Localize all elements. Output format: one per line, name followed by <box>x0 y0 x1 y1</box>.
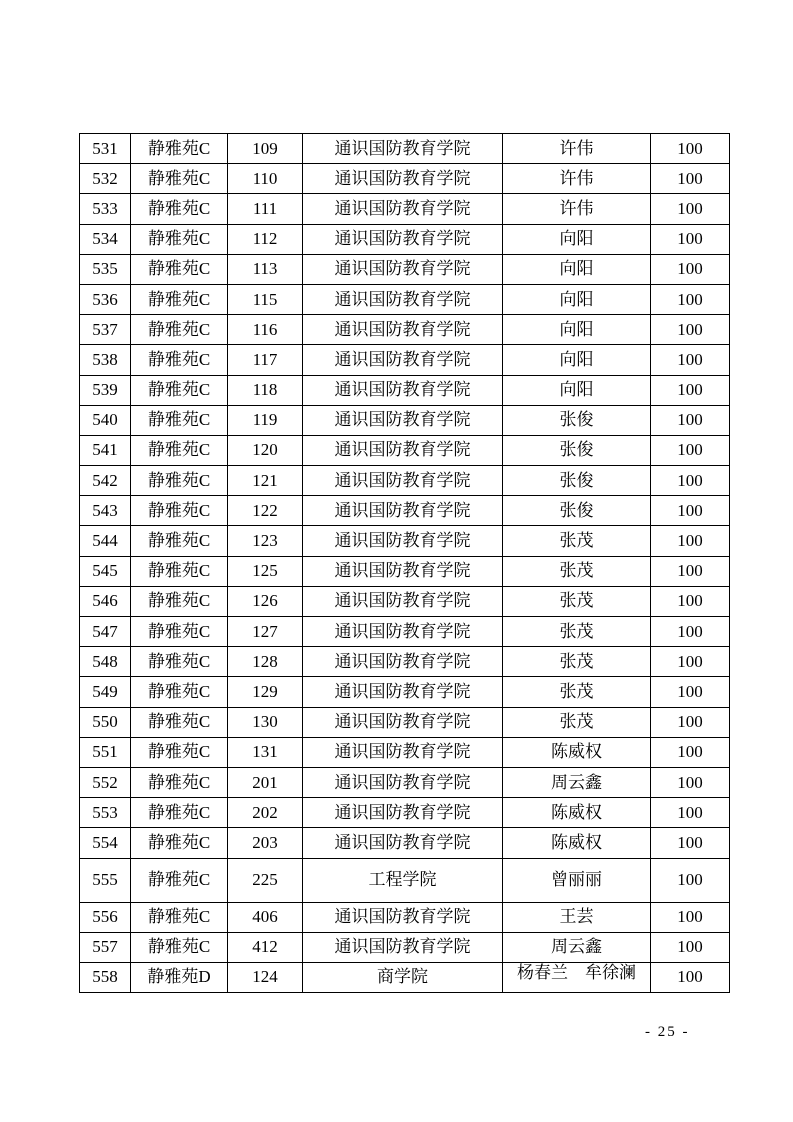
room-number-cell: 225 <box>228 858 303 902</box>
score-cell: 100 <box>651 254 730 284</box>
person-cell: 许伟 <box>503 164 651 194</box>
building-cell: 静雅苑C <box>131 466 228 496</box>
score-cell: 100 <box>651 224 730 254</box>
table-row <box>80 315 730 345</box>
score-cell: 100 <box>651 617 730 647</box>
building-cell: 静雅苑C <box>131 345 228 375</box>
college-cell: 通识国防教育学院 <box>303 345 503 375</box>
row-number-cell: 549 <box>80 677 131 707</box>
table-row <box>80 677 730 707</box>
college-cell: 通识国防教育学院 <box>303 466 503 496</box>
person-cell: 王芸 <box>503 902 651 932</box>
college-cell: 通识国防教育学院 <box>303 828 503 858</box>
table-row <box>80 647 730 677</box>
building-cell: 静雅苑C <box>131 767 228 797</box>
person-cell: 张俊 <box>503 435 651 465</box>
college-cell: 通识国防教育学院 <box>303 707 503 737</box>
score-cell: 100 <box>651 466 730 496</box>
row-number-cell: 542 <box>80 466 131 496</box>
room-number-cell: 113 <box>228 254 303 284</box>
college-cell: 通识国防教育学院 <box>303 315 503 345</box>
college-cell: 通识国防教育学院 <box>303 798 503 828</box>
row-number-cell: 558 <box>80 962 131 992</box>
score-cell: 100 <box>651 858 730 902</box>
score-cell: 100 <box>651 828 730 858</box>
table-row <box>80 466 730 496</box>
row-number-cell: 554 <box>80 828 131 858</box>
table-row <box>80 435 730 465</box>
building-cell: 静雅苑D <box>131 962 228 992</box>
college-cell: 通识国防教育学院 <box>303 526 503 556</box>
page-number: - 25 - <box>645 1024 690 1040</box>
room-number-cell: 203 <box>228 828 303 858</box>
building-cell: 静雅苑C <box>131 435 228 465</box>
score-cell: 100 <box>651 284 730 314</box>
college-cell: 通识国防教育学院 <box>303 194 503 224</box>
person-cell: 陈威权 <box>503 798 651 828</box>
row-number-cell: 535 <box>80 254 131 284</box>
room-number-cell: 201 <box>228 767 303 797</box>
row-number-cell: 550 <box>80 707 131 737</box>
room-number-cell: 128 <box>228 647 303 677</box>
table-row <box>80 254 730 284</box>
row-number-cell: 545 <box>80 556 131 586</box>
building-cell: 静雅苑C <box>131 496 228 526</box>
row-number-cell: 536 <box>80 284 131 314</box>
building-cell: 静雅苑C <box>131 677 228 707</box>
row-number-cell: 556 <box>80 902 131 932</box>
building-cell: 静雅苑C <box>131 284 228 314</box>
person-cell: 向阳 <box>503 224 651 254</box>
building-cell: 静雅苑C <box>131 586 228 616</box>
building-cell: 静雅苑C <box>131 737 228 767</box>
college-cell: 通识国防教育学院 <box>303 902 503 932</box>
score-cell: 100 <box>651 194 730 224</box>
row-number-cell: 551 <box>80 737 131 767</box>
room-number-cell: 118 <box>228 375 303 405</box>
building-cell: 静雅苑C <box>131 224 228 254</box>
building-cell: 静雅苑C <box>131 798 228 828</box>
room-number-cell: 406 <box>228 902 303 932</box>
row-number-cell: 532 <box>80 164 131 194</box>
score-cell: 100 <box>651 586 730 616</box>
room-number-cell: 116 <box>228 315 303 345</box>
table-row <box>80 405 730 435</box>
table-row <box>80 375 730 405</box>
score-cell: 100 <box>651 902 730 932</box>
building-cell: 静雅苑C <box>131 405 228 435</box>
score-cell: 100 <box>651 405 730 435</box>
building-cell: 静雅苑C <box>131 254 228 284</box>
row-number-cell: 543 <box>80 496 131 526</box>
score-cell: 100 <box>651 315 730 345</box>
person-cell-text: 杨春兰 牟徐澜 <box>517 962 636 982</box>
building-cell: 静雅苑C <box>131 556 228 586</box>
room-number-cell: 111 <box>228 194 303 224</box>
score-cell: 100 <box>651 647 730 677</box>
building-cell: 静雅苑C <box>131 164 228 194</box>
table-row <box>80 737 730 767</box>
room-number-cell: 120 <box>228 435 303 465</box>
score-cell: 100 <box>651 435 730 465</box>
college-cell: 通识国防教育学院 <box>303 435 503 465</box>
row-number-cell: 553 <box>80 798 131 828</box>
building-cell: 静雅苑C <box>131 617 228 647</box>
building-cell: 静雅苑C <box>131 315 228 345</box>
person-cell: 张茂 <box>503 586 651 616</box>
person-cell: 张茂 <box>503 556 651 586</box>
room-number-cell: 119 <box>228 405 303 435</box>
room-number-cell: 123 <box>228 526 303 556</box>
table-row <box>80 617 730 647</box>
room-number-cell: 125 <box>228 556 303 586</box>
room-allocation-table <box>79 133 730 993</box>
person-cell: 向阳 <box>503 254 651 284</box>
college-cell: 通识国防教育学院 <box>303 737 503 767</box>
person-cell: 张茂 <box>503 707 651 737</box>
building-cell: 静雅苑C <box>131 375 228 405</box>
person-cell: 周云鑫 <box>503 767 651 797</box>
row-number-cell: 548 <box>80 647 131 677</box>
score-cell: 100 <box>651 164 730 194</box>
table-row <box>80 496 730 526</box>
building-cell: 静雅苑C <box>131 902 228 932</box>
college-cell: 通识国防教育学院 <box>303 134 503 164</box>
building-cell: 静雅苑C <box>131 828 228 858</box>
table-row <box>80 932 730 962</box>
table-row <box>80 194 730 224</box>
table-row <box>80 556 730 586</box>
table-row <box>80 224 730 254</box>
person-cell: 向阳 <box>503 345 651 375</box>
row-number-cell: 541 <box>80 435 131 465</box>
score-cell: 100 <box>651 134 730 164</box>
row-number-cell: 540 <box>80 405 131 435</box>
person-cell: 向阳 <box>503 284 651 314</box>
row-number-cell: 547 <box>80 617 131 647</box>
room-allocation-table-wrapper <box>79 133 730 993</box>
room-number-cell: 131 <box>228 737 303 767</box>
row-number-cell: 538 <box>80 345 131 375</box>
room-number-cell: 115 <box>228 284 303 314</box>
building-cell: 静雅苑C <box>131 932 228 962</box>
college-cell: 商学院 <box>303 962 503 992</box>
person-cell <box>503 962 651 992</box>
college-cell: 通识国防教育学院 <box>303 284 503 314</box>
building-cell: 静雅苑C <box>131 526 228 556</box>
table-row <box>80 134 730 164</box>
table-row <box>80 345 730 375</box>
row-number-cell: 539 <box>80 375 131 405</box>
score-cell: 100 <box>651 707 730 737</box>
room-number-cell: 130 <box>228 707 303 737</box>
person-cell: 张俊 <box>503 496 651 526</box>
person-cell: 向阳 <box>503 315 651 345</box>
table-row <box>80 828 730 858</box>
row-number-cell: 533 <box>80 194 131 224</box>
college-cell: 通识国防教育学院 <box>303 254 503 284</box>
score-cell: 100 <box>651 932 730 962</box>
row-number-cell: 555 <box>80 858 131 902</box>
score-cell: 100 <box>651 375 730 405</box>
table-row <box>80 586 730 616</box>
person-cell: 张茂 <box>503 647 651 677</box>
college-cell: 通识国防教育学院 <box>303 677 503 707</box>
score-cell: 100 <box>651 737 730 767</box>
row-number-cell: 544 <box>80 526 131 556</box>
row-number-cell: 534 <box>80 224 131 254</box>
person-cell: 周云鑫 <box>503 932 651 962</box>
score-cell: 100 <box>651 798 730 828</box>
score-cell: 100 <box>651 526 730 556</box>
person-cell: 张茂 <box>503 677 651 707</box>
person-cell: 许伟 <box>503 194 651 224</box>
table-row <box>80 962 730 992</box>
table-body <box>80 134 730 993</box>
score-cell: 100 <box>651 345 730 375</box>
row-number-cell: 531 <box>80 134 131 164</box>
row-number-cell: 557 <box>80 932 131 962</box>
room-number-cell: 127 <box>228 617 303 647</box>
building-cell: 静雅苑C <box>131 194 228 224</box>
score-cell: 100 <box>651 556 730 586</box>
room-number-cell: 122 <box>228 496 303 526</box>
person-cell: 曾丽丽 <box>503 858 651 902</box>
college-cell: 通识国防教育学院 <box>303 932 503 962</box>
college-cell: 通识国防教育学院 <box>303 556 503 586</box>
room-number-cell: 412 <box>228 932 303 962</box>
building-cell: 静雅苑C <box>131 647 228 677</box>
table-row <box>80 164 730 194</box>
table-row <box>80 858 730 902</box>
college-cell: 通识国防教育学院 <box>303 586 503 616</box>
room-number-cell: 121 <box>228 466 303 496</box>
table-row <box>80 526 730 556</box>
person-cell: 陈威权 <box>503 828 651 858</box>
room-number-cell: 109 <box>228 134 303 164</box>
person-cell: 陈威权 <box>503 737 651 767</box>
college-cell: 通识国防教育学院 <box>303 164 503 194</box>
room-number-cell: 202 <box>228 798 303 828</box>
building-cell: 静雅苑C <box>131 707 228 737</box>
score-cell: 100 <box>651 767 730 797</box>
table-row <box>80 284 730 314</box>
person-cell: 张茂 <box>503 617 651 647</box>
room-number-cell: 117 <box>228 345 303 375</box>
person-cell: 许伟 <box>503 134 651 164</box>
person-cell: 向阳 <box>503 375 651 405</box>
building-cell: 静雅苑C <box>131 858 228 902</box>
college-cell: 通识国防教育学院 <box>303 405 503 435</box>
row-number-cell: 537 <box>80 315 131 345</box>
score-cell: 100 <box>651 677 730 707</box>
college-cell: 通识国防教育学院 <box>303 767 503 797</box>
college-cell: 通识国防教育学院 <box>303 647 503 677</box>
college-cell: 通识国防教育学院 <box>303 375 503 405</box>
college-cell: 工程学院 <box>303 858 503 902</box>
building-cell: 静雅苑C <box>131 134 228 164</box>
room-number-cell: 124 <box>228 962 303 992</box>
table-row <box>80 798 730 828</box>
college-cell: 通识国防教育学院 <box>303 617 503 647</box>
row-number-cell: 552 <box>80 767 131 797</box>
room-number-cell: 112 <box>228 224 303 254</box>
row-number-cell: 546 <box>80 586 131 616</box>
table-row <box>80 707 730 737</box>
table-row <box>80 767 730 797</box>
person-cell: 张茂 <box>503 526 651 556</box>
college-cell: 通识国防教育学院 <box>303 496 503 526</box>
room-number-cell: 110 <box>228 164 303 194</box>
score-cell: 100 <box>651 496 730 526</box>
score-cell: 100 <box>651 962 730 992</box>
room-number-cell: 126 <box>228 586 303 616</box>
table-row <box>80 902 730 932</box>
room-number-cell: 129 <box>228 677 303 707</box>
college-cell: 通识国防教育学院 <box>303 224 503 254</box>
person-cell: 张俊 <box>503 405 651 435</box>
person-cell: 张俊 <box>503 466 651 496</box>
